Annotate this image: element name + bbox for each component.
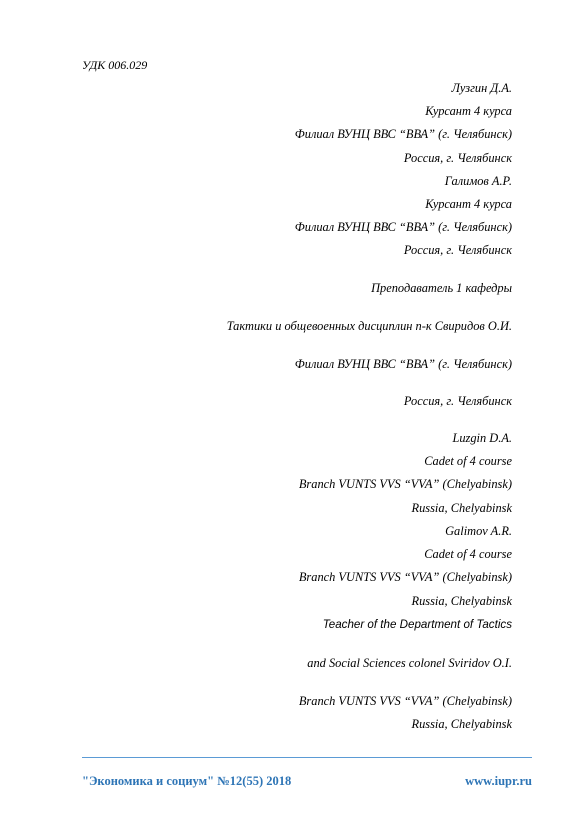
author-2-name-ru: Галимов А.Р. [444, 174, 512, 188]
supervisor-affiliation-en: Branch VUNTS VVS “VVA” (Chelyabinsk) [298, 694, 512, 708]
author-1-location-en: Russia, Chelyabinsk [411, 501, 512, 515]
udk-code: УДК 006.029 [82, 58, 148, 72]
author-1-name-en: Luzgin D.A. [452, 431, 512, 445]
supervisor-name-en: and Social Sciences colonel Sviridov O.I. [307, 656, 512, 670]
supervisor-location-ru: Россия, г. Челябинск [403, 394, 512, 408]
author-1-rank-en: Cadet of 4 course [424, 454, 512, 468]
author-2-affiliation-en: Branch VUNTS VVS “VVA” (Chelyabinsk) [298, 570, 512, 584]
author-2-rank-en: Cadet of 4 course [424, 547, 512, 561]
footer-website[interactable]: www.iupr.ru [465, 774, 532, 788]
author-2-name-en: Galimov A.R. [445, 524, 512, 538]
supervisor-position-en: Teacher of the Department of Tactics [322, 618, 512, 631]
supervisor-location-en: Russia, Chelyabinsk [411, 717, 512, 731]
author-1-name-ru: Лузгин Д.А. [451, 81, 512, 95]
footer-divider [82, 757, 532, 758]
footer-journal: "Экономика и социум" №12(55) 2018 [82, 774, 292, 788]
supervisor-name-ru: Тактики и общевоенных дисциплин п-к Свиридов О.И. [226, 319, 512, 333]
author-2-rank-ru: Курсант 4 курса [425, 197, 512, 211]
author-1-rank-ru: Курсант 4 курса [425, 104, 512, 118]
supervisor-position-ru: Преподаватель 1 кафедры [371, 281, 512, 295]
author-2-location-ru: Россия, г. Челябинск [403, 243, 512, 257]
author-1-affiliation-en: Branch VUNTS VVS “VVA” (Chelyabinsk) [298, 477, 512, 491]
author-2-location-en: Russia, Chelyabinsk [411, 594, 512, 608]
author-2-affiliation-ru: Филиал ВУНЦ ВВС “ВВА” (г. Челябинск) [294, 220, 512, 234]
supervisor-affiliation-ru: Филиал ВУНЦ ВВС “ВВА” (г. Челябинск) [294, 357, 512, 371]
author-1-location-ru: Россия, г. Челябинск [403, 151, 512, 165]
author-1-affiliation-ru: Филиал ВУНЦ ВВС “ВВА” (г. Челябинск) [294, 127, 512, 141]
